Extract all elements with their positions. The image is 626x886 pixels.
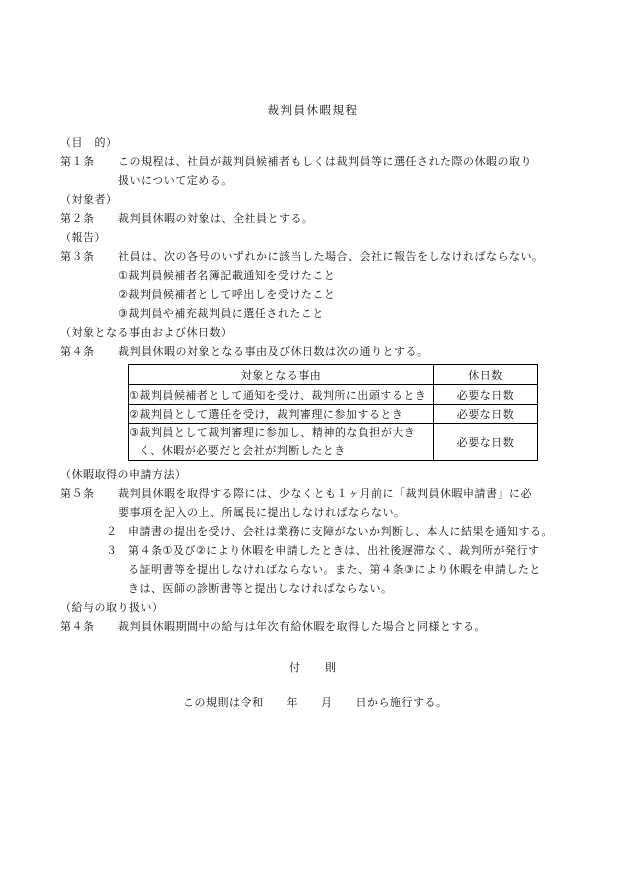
- heading-purpose: （目 的）: [60, 136, 118, 149]
- article-5-paragraph-3: [60, 541, 566, 598]
- table-cell-days-1: 必要な日数: [434, 385, 538, 405]
- article-2-number: 第２条: [60, 212, 95, 225]
- table-row: [129, 424, 538, 461]
- paragraph-3-number: ３: [106, 544, 118, 557]
- paragraph-3-line-2: る証明書等を提出しなければならない。また、第４条③により休暇を申請したと: [128, 563, 541, 576]
- heading-leave-days: （対象となる事由および休日数）: [60, 326, 233, 339]
- heading-salary: （給与の取り扱い）: [60, 601, 164, 614]
- article-salary: [60, 617, 566, 636]
- leave-days-table: [128, 364, 538, 461]
- article-3-item-3: ③裁判員や補充裁判員に選任されたこと: [118, 307, 324, 320]
- table-header-days: 休日数: [434, 365, 538, 385]
- article-salary-number: 第４条: [60, 620, 95, 633]
- table-cell-days-2: 必要な日数: [434, 405, 538, 424]
- article-1-line-2: 扱いについて定める。: [118, 174, 233, 187]
- article-3-item-2: ②裁判員候補者として呼出しを受けたこと: [118, 288, 336, 301]
- article-salary-line-1: 裁判員休暇期間中の給与は年次有給休暇を取得した場合と同様とする。: [118, 620, 486, 633]
- article-5: [60, 484, 566, 522]
- article-4-number: 第４条: [60, 345, 95, 358]
- paragraph-2-line-1: 申請書の提出を受け、会社は業務に支障がないか判断し、本人に結果を通知する。: [128, 525, 554, 538]
- article-4: [60, 342, 566, 361]
- table-cell-reason-3: [129, 424, 434, 461]
- article-5-line-2: 要事項を記入の上、所属長に提出しなければならない。: [118, 506, 406, 519]
- supplement-heading: 付 則: [289, 661, 337, 674]
- table-cell-reason-3-line-2: く、休暇が必要だと会社が判断したとき: [139, 444, 346, 457]
- article-3-line-1: 社員は、次の各号のいずれかに該当した場合、会社に報告をしなければならない。: [118, 250, 544, 263]
- article-3-item-1: ①裁判員候補者名簿記載通知を受けたこと: [118, 269, 336, 282]
- table-cell-days-3: 必要な日数: [434, 424, 538, 461]
- paragraph-3-line-3: きは、医師の診断書等と提出しなければならない。: [128, 582, 393, 595]
- article-3: [60, 247, 566, 323]
- page-title: 裁判員休暇規程: [267, 103, 359, 117]
- article-2-line-1: 裁判員休暇の対象は、全社員とする。: [118, 212, 314, 225]
- article-1: [60, 152, 566, 190]
- article-1-line-1: この規程は、社員が裁判員候補者もしくは裁判員等に選任された際の休暇の取り: [118, 155, 532, 168]
- table-cell-reason-2: ②裁判員として選任を受け，裁判審理に参加するとき: [129, 405, 434, 424]
- article-1-number: 第１条: [60, 155, 95, 168]
- table-row: [129, 405, 538, 424]
- heading-scope: （対象者）: [60, 193, 118, 206]
- table-cell-reason-3-line-1: ③裁判員として裁判審理に参加し、精神的な負担が大き: [129, 426, 416, 439]
- article-4-line-1: 裁判員休暇の対象となる事由及び休日数は次の通りとする。: [118, 345, 429, 358]
- table-cell-reason-1: ①裁判員候補者として通知を受け、裁判所に出頭するとき: [129, 385, 434, 405]
- table-row: [129, 385, 538, 405]
- article-5-number: 第５条: [60, 487, 95, 500]
- enforcement-line: この規則は令和 年 月 日から施行する。: [183, 696, 448, 709]
- article-5-paragraph-2: [60, 522, 566, 541]
- heading-report: （報告）: [60, 231, 106, 244]
- paragraph-2-number: ２: [106, 525, 118, 538]
- article-3-number: 第３条: [60, 250, 95, 263]
- table-header-row: [129, 365, 538, 385]
- table-header-reason: 対象となる事由: [129, 365, 434, 385]
- article-5-line-1: 裁判員休暇を取得する際には、少なくとも１ヶ月前に「裁判員休暇申請書」に必: [118, 487, 532, 500]
- paragraph-3-line-1: 第４条①及び②により休暇を申請したときは、出社後遅滞なく、裁判所が発行す: [128, 544, 540, 557]
- heading-application: （休暇取得の申請方法）: [60, 468, 187, 481]
- article-2: [60, 209, 566, 228]
